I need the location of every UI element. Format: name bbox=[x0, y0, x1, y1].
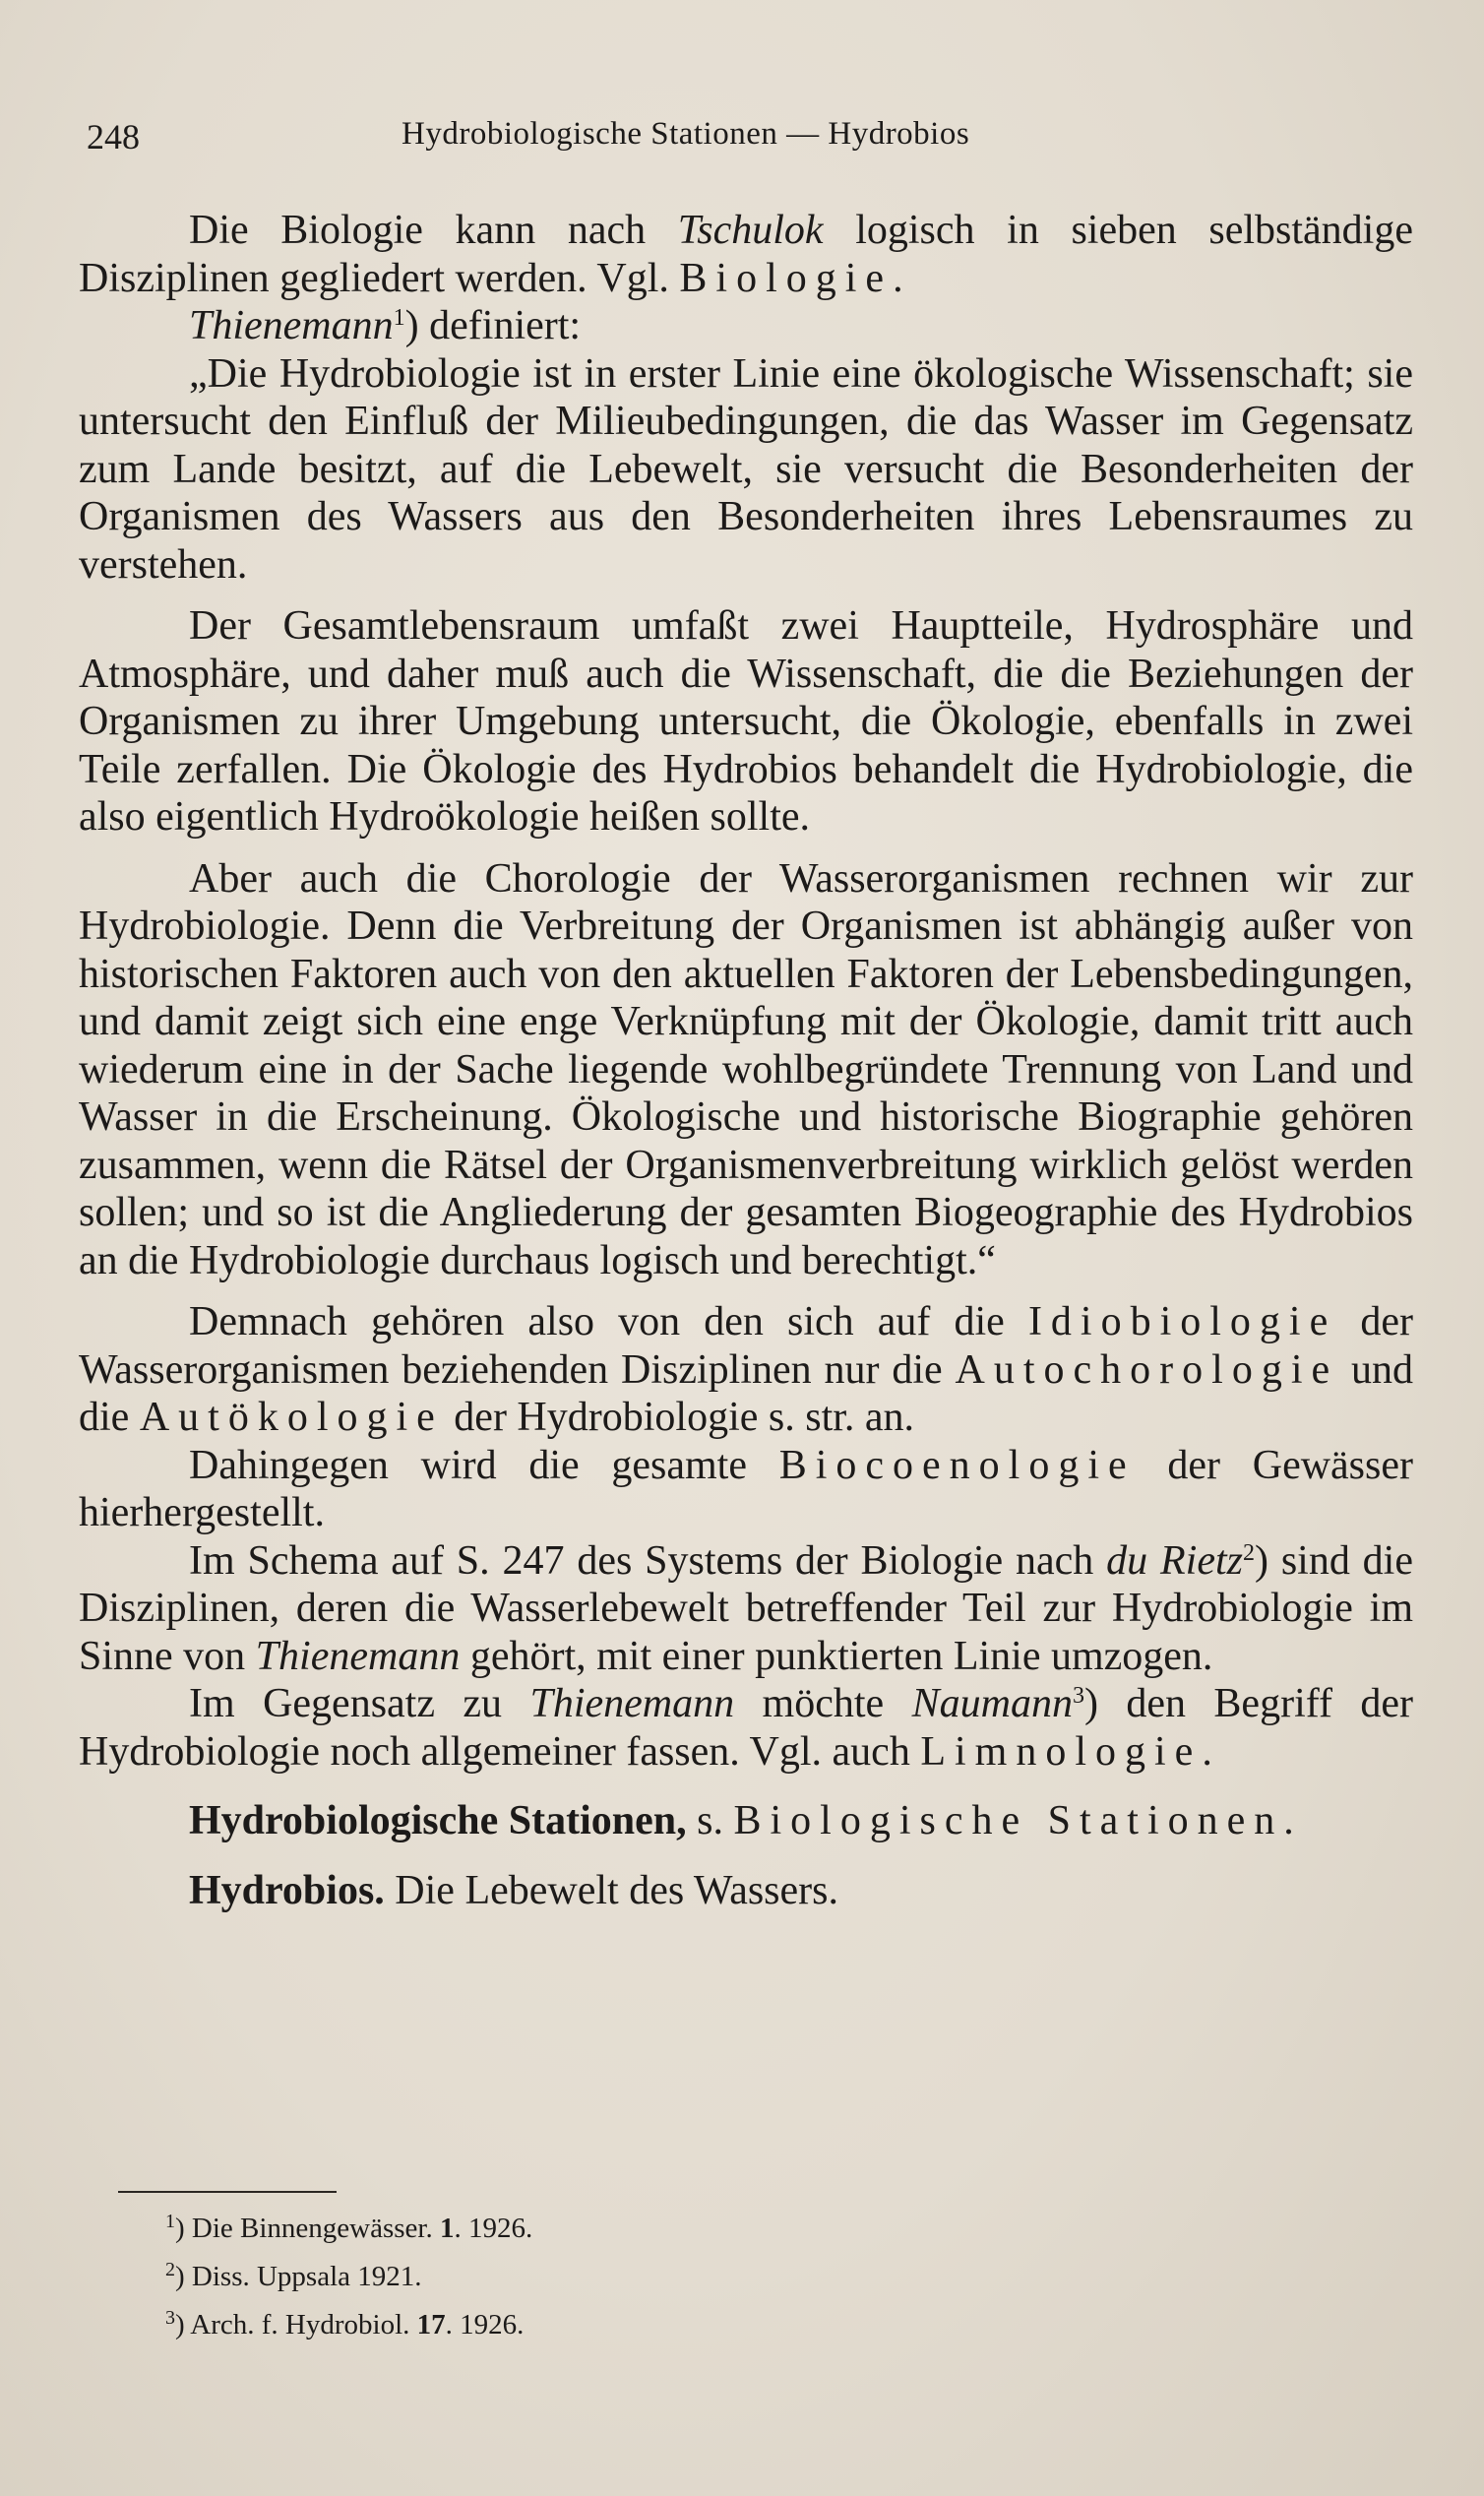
text: Demnach gehören also von den sich auf die bbox=[189, 1299, 1028, 1344]
footnote-3 bbox=[165, 2301, 532, 2349]
paragraph-8 bbox=[79, 1537, 1413, 1681]
quote-paragraph-3: Aber auch die Chorologie der Wasserorganismen rechnen wir zur Hydrobiologie. Denn die Verbreitung der Organismen ist abhängig außer von historischen Faktoren auch von den aktuellen Faktoren der Lebensbedingungen, und damit zeigt sich eine enge Verknüpfung mit der Ökologie, damit tritt auch wiederum eine in der Sache liegende wohlbegründete Trennung von Land und Wasser in die Erscheinung. Ökologische und historische Biographie gehören zusammen, wenn die Rätsel der Organismenverbreitung wirklich gelöst werden sollen; und so ist die Angliederung der gesamten Biogeographie des Hydrobios an die Hydrobiologie durchaus logisch und berechtigt.“ bbox=[79, 855, 1413, 1283]
footnote-text: ) Die Binnengewässer. bbox=[175, 2213, 440, 2244]
term-autoekologie: Autökologie bbox=[139, 1395, 444, 1440]
cross-ref-limnologie: Limnologie bbox=[920, 1728, 1203, 1775]
author-du-rietz: du Rietz bbox=[1106, 1537, 1243, 1584]
text: der Gewässer hierhergestellt. bbox=[79, 1442, 1413, 1535]
footnotes bbox=[165, 2205, 532, 2349]
footnote-divider bbox=[118, 2191, 337, 2193]
text: . bbox=[1283, 1798, 1294, 1843]
text: s. bbox=[686, 1798, 734, 1843]
text: ) definiert: bbox=[404, 303, 582, 348]
footnote-text: ) Arch. f. Hydrobiol. bbox=[175, 2309, 417, 2340]
text: logisch in sieben selbständige Disziplinen gegliedert werden. Vgl. bbox=[79, 208, 1413, 301]
paragraph-9 bbox=[79, 1680, 1413, 1776]
footnote-ref-3: 3 bbox=[1072, 1683, 1084, 1709]
author-thienemann: Thienemann bbox=[529, 1681, 735, 1726]
paragraph-2 bbox=[79, 302, 1413, 350]
author-naumann: Naumann bbox=[911, 1681, 1073, 1726]
footnote-year: . 1926. bbox=[445, 2309, 525, 2340]
footnote-text: ) Diss. Uppsala 1921. bbox=[175, 2261, 422, 2292]
entry-headword: Hydrobios. bbox=[189, 1867, 385, 1913]
text: . bbox=[1202, 1728, 1212, 1775]
footnote-1 bbox=[165, 2205, 532, 2253]
footnote-2 bbox=[165, 2253, 532, 2301]
entry-hydrobios bbox=[79, 1867, 1413, 1915]
footnote-volume: 1 bbox=[440, 2213, 455, 2244]
running-title: Hydrobiologische Stationen — Hydrobios bbox=[402, 116, 970, 152]
text: Die Lebewelt des Wassers. bbox=[384, 1867, 838, 1913]
text: ) sind die Disziplinen, deren die Wasserlebewelt betreffender Teil zur Hydrobiologie im Sinne von bbox=[79, 1537, 1413, 1679]
author-tschulok: Tschulok bbox=[677, 208, 824, 253]
footnote-ref-1: 1 bbox=[393, 305, 405, 331]
text: gehört, mit einer punktierten Linie umzogen. bbox=[460, 1633, 1213, 1679]
quote-paragraph-2: Der Gesamtlebensraum umfaßt zwei Hauptteile, Hydrosphäre und Atmosphäre, und daher muß auch die Wissenschaft, die die Beziehungen der Organismen zu ihrer Umgebung untersucht, die Ökologie, ebenfalls in zwei Teile zerfallen. Die Ökologie des Hydrobios behandelt die Hydrobiologie, die also eigentlich Hydroökologie heißen sollte. bbox=[79, 603, 1413, 840]
cross-ref-biologie: Biologie bbox=[679, 255, 894, 301]
text: . bbox=[893, 255, 903, 301]
footnote-mark: 2 bbox=[165, 2259, 175, 2280]
term-idiobiologie: Idiobiologie bbox=[1027, 1299, 1337, 1344]
footnote-ref-2: 2 bbox=[1242, 1539, 1255, 1566]
term-autochorologie: Autochorologie bbox=[955, 1346, 1339, 1393]
author-thienemann: Thienemann bbox=[255, 1633, 461, 1679]
text: möchte bbox=[734, 1681, 912, 1726]
text: der Wasserorganismen beziehenden Disziplinen nur die bbox=[79, 1299, 1413, 1393]
quote-paragraph-1: „Die Hydrobiologie ist in erster Linie eine ökologische Wissenschaft; sie untersucht den Einfluß der Milieubedingungen, die das Wasser im Gegensatz zum Lande besitzt, auf die Lebewelt, sie versucht die Besonderheiten der Organismen des Wassers aus den Besonderheiten ihres Lebensraumes zu verstehen. bbox=[79, 350, 1413, 588]
term-biocoenologie: Biocoenologie bbox=[778, 1442, 1136, 1488]
entry-headword: Hydrobiologische Stationen, bbox=[189, 1798, 687, 1843]
text: ) den Begriff der Hydrobiologie noch allgemeiner fassen. Vgl. auch bbox=[79, 1681, 1413, 1775]
cross-ref-biologische-stationen: Biologische Stationen bbox=[733, 1798, 1284, 1843]
text: Im Gegensatz zu bbox=[189, 1681, 530, 1726]
text: der Hydrobiologie s. str. an. bbox=[443, 1395, 915, 1440]
text: Dahingegen wird die gesamte bbox=[189, 1442, 779, 1488]
text: Im Schema auf S. 247 des Systems der Biologie nach bbox=[189, 1537, 1107, 1584]
author-thienemann: Thienemann bbox=[189, 303, 394, 348]
page-header bbox=[87, 116, 1405, 165]
text: Die Biologie kann nach bbox=[189, 208, 678, 253]
paragraph-1 bbox=[79, 207, 1413, 302]
page-body bbox=[79, 207, 1413, 1914]
footnote-mark: 1 bbox=[165, 2211, 175, 2232]
footnote-volume: 17 bbox=[416, 2309, 446, 2340]
paragraph-7 bbox=[79, 1442, 1413, 1537]
page-number: 248 bbox=[87, 117, 140, 156]
entry-hydrobiologische-stationen bbox=[79, 1797, 1413, 1845]
footnote-mark: 3 bbox=[165, 2307, 175, 2329]
footnote-year: . 1926. bbox=[454, 2213, 533, 2244]
paragraph-6 bbox=[79, 1298, 1413, 1442]
text: und die bbox=[79, 1346, 1413, 1440]
